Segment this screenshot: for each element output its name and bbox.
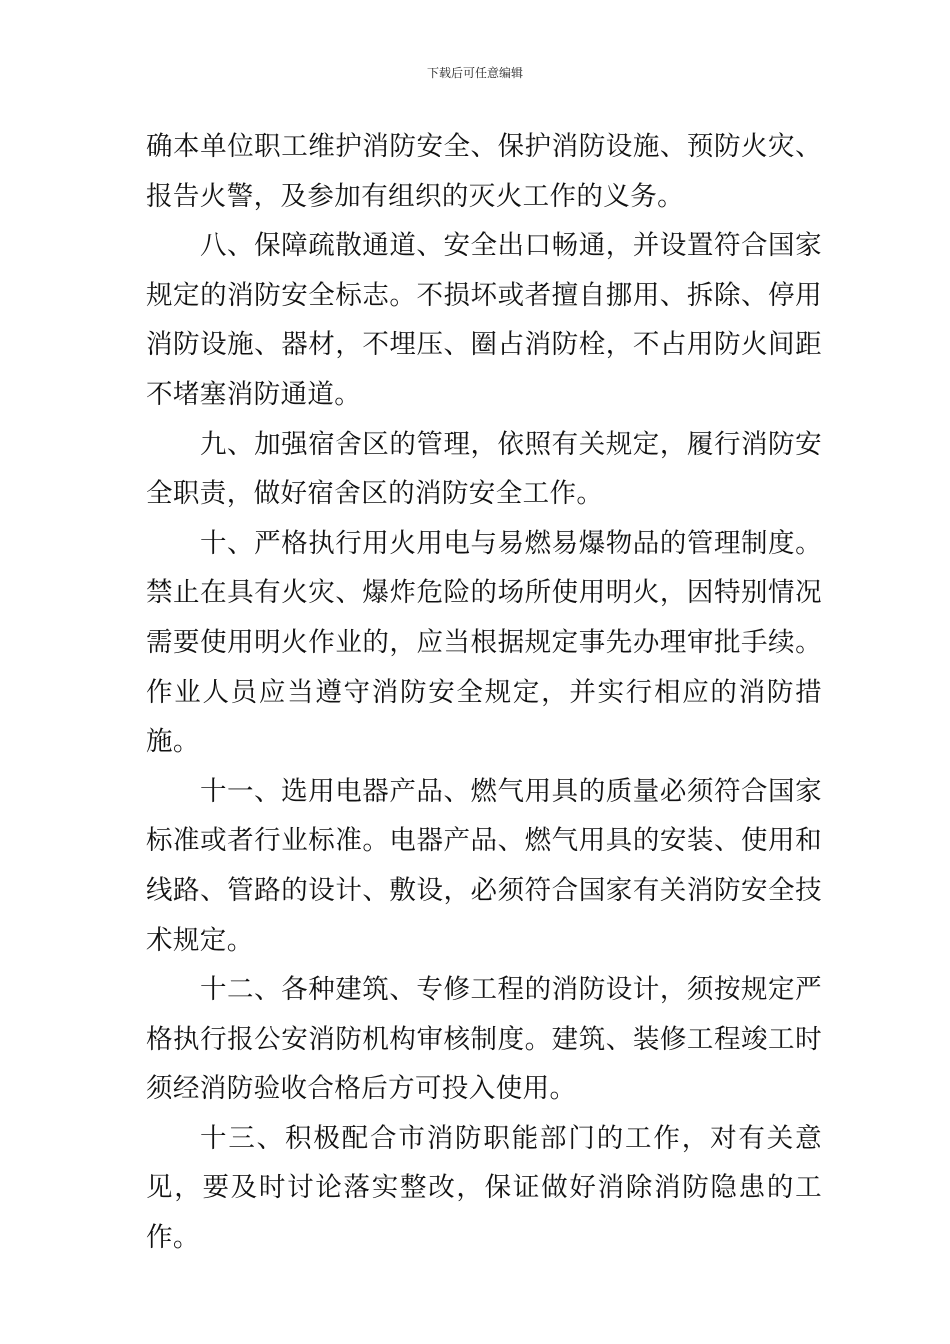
- paragraph-item-9: 九、加强宿舍区的管理，依照有关规定，履行消防安全职责，做好宿舍区的消防安全工作。: [146, 428, 822, 510]
- page-header: 下载后可任意编辑: [426, 66, 523, 80]
- paragraph-item-11: 十一、选用电器产品、燃气用具的质量必须符合国家标准或者行业标准。电器产品、燃气用具的安装、使用和线路、管路的设计、敷设，必须符合国家有关消防安全技术规定。: [146, 775, 822, 956]
- paragraph-continuation: 确本单位职工维护消防安全、保护消防设施、预防火灾、报告火警，及参加有组织的灭火工作的义务。: [146, 131, 822, 212]
- document-body: [146, 122, 822, 1263]
- paragraph-item-8: 八、保障疏散通道、安全出口畅通，并设置符合国家规定的消防安全标志。不损坏或者擅自挪用、拆除、停用消防设施、器材，不埋压、圈占消防栓，不占用防火间距不堵塞消防通道。: [146, 230, 822, 410]
- paragraph-item-13: 十三、积极配合市消防职能部门的工作，对有关意见，要及时讨论落实整改，保证做好消除消防隐患的工作。: [146, 1122, 822, 1254]
- paragraph-item-12: 十二、各种建筑、专修工程的消防设计，须按规定严格执行报公安消防机构审核制度。建筑、装修工程竣工时须经消防验收合格后方可投入使用。: [146, 974, 822, 1105]
- paragraph-item-10: 十、严格执行用火用电与易燃易爆物品的管理制度。禁止在具有火灾、爆炸危险的场所使用明火，因特别情况需要使用明火作业的，应当根据规定事先办理审批手续。作业人员应当遵守消防安全规定，并实行相应的消防措施。: [146, 527, 822, 758]
